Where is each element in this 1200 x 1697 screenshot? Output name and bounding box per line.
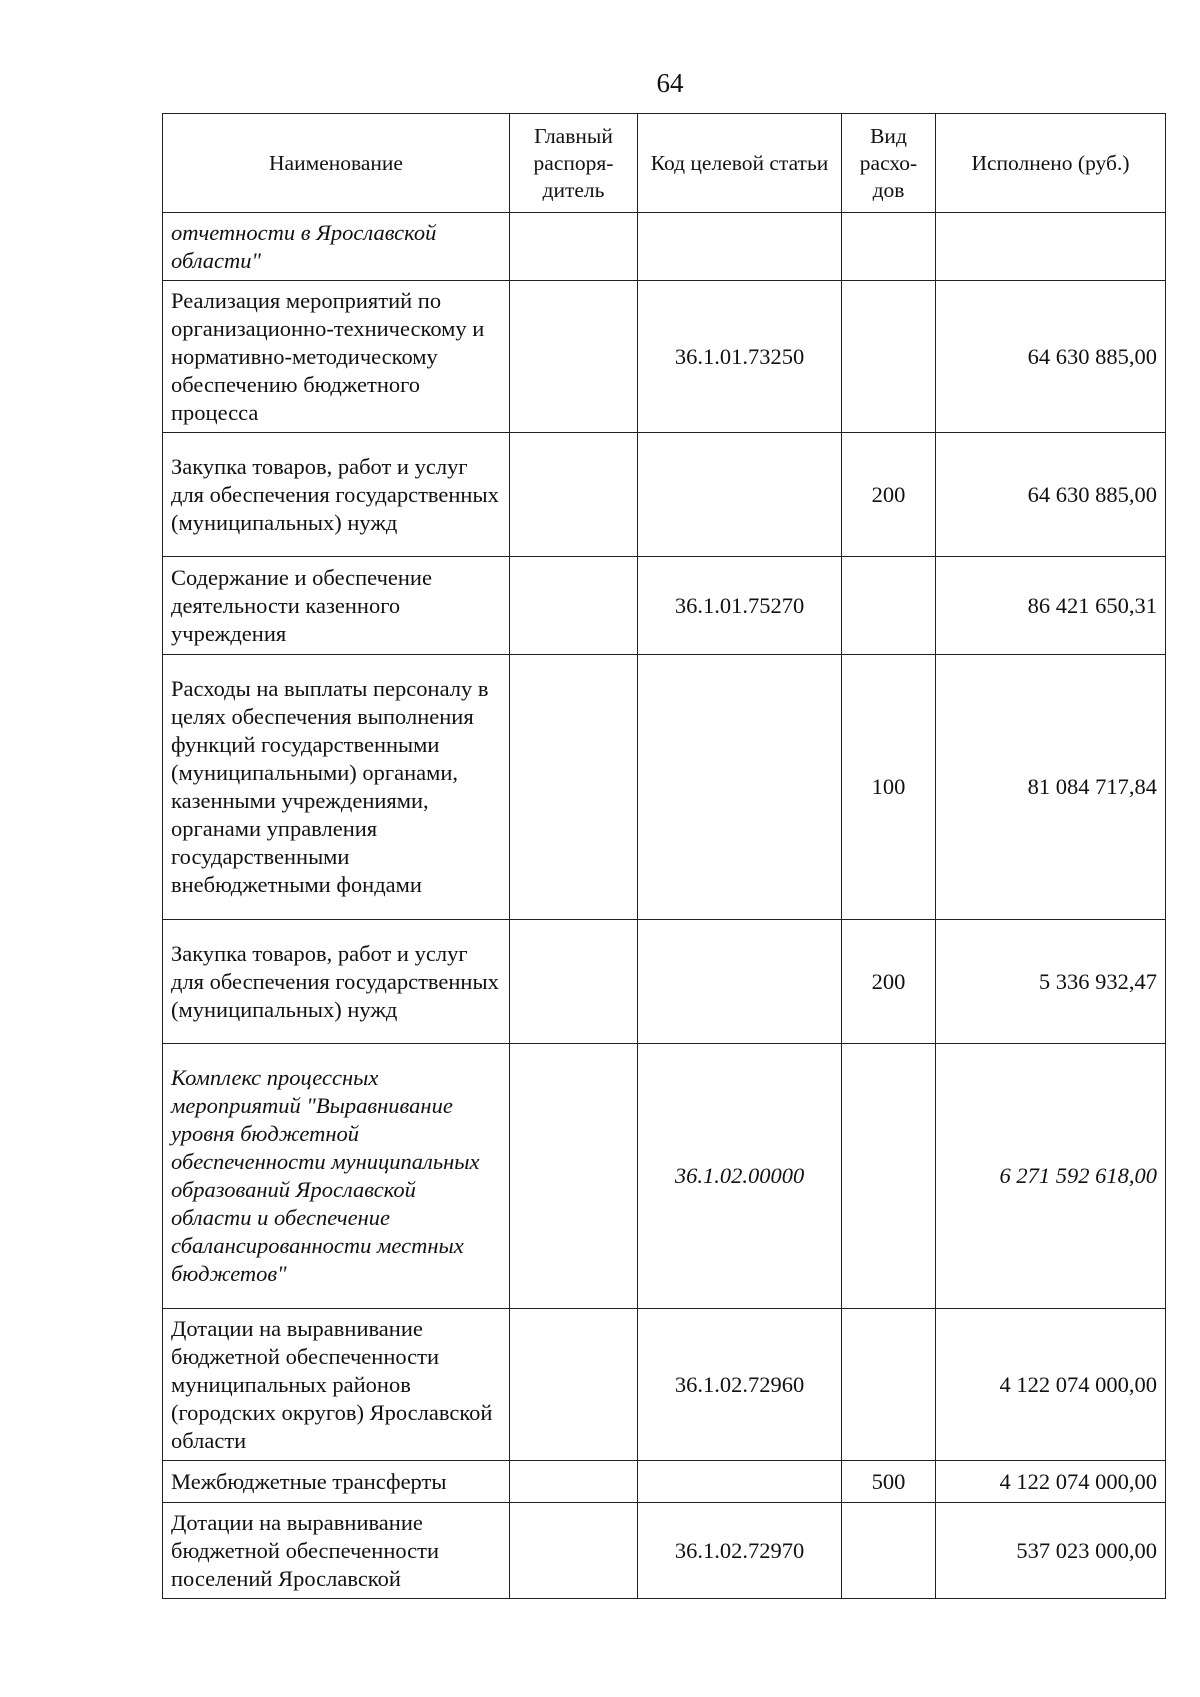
row-manager [510,433,638,557]
row-type [842,1503,936,1599]
row-name: отчетности в Ярославской области" [163,213,510,281]
row-code: 36.1.02.72960 [638,1309,842,1461]
row-amount: 537 023 000,00 [936,1503,1166,1599]
table-row [163,1503,1166,1599]
row-code [638,655,842,920]
header-name: Наименование [163,114,510,213]
table-header [163,114,1166,213]
table-row [163,1461,1166,1503]
row-amount: 64 630 885,00 [936,433,1166,557]
row-name: Комплекс процессных мероприятий "Выравнивание уровня бюджетной обеспеченности муниципальных образований Ярославской области и обеспечение сбалансированности местных бюджетов" [163,1044,510,1309]
row-code [638,213,842,281]
row-manager [510,213,638,281]
row-name: Реализация мероприятий по организационно-техническому и нормативно-методическому обеспечению бюджетного процесса [163,281,510,433]
header-executed: Исполнено (руб.) [936,114,1166,213]
row-manager [510,1309,638,1461]
table-row [163,655,1166,920]
table-row [163,433,1166,557]
row-name: Расходы на выплаты персоналу в целях обеспечения выполнения функций государственными (муниципальными) органами, казенными учреждениями, органами управления государственными внебюджетными фондами [163,655,510,920]
row-name: Дотации на выравнивание бюджетной обеспеченности поселений Ярославской [163,1503,510,1599]
row-manager [510,920,638,1044]
row-name: Дотации на выравнивание бюджетной обеспеченности муниципальных районов (городских округов) Ярославской области [163,1309,510,1461]
row-amount: 4 122 074 000,00 [936,1309,1166,1461]
row-manager [510,1461,638,1503]
row-manager [510,1044,638,1309]
row-code [638,920,842,1044]
row-code: 36.1.02.72970 [638,1503,842,1599]
table-row [163,213,1166,281]
row-amount: 4 122 074 000,00 [936,1461,1166,1503]
row-code [638,1461,842,1503]
row-amount: 86 421 650,31 [936,557,1166,655]
row-type: 200 [842,433,936,557]
header-main-manager: Главный распоря-дитель [510,114,638,213]
row-name: Межбюджетные трансферты [163,1461,510,1503]
row-name: Закупка товаров, работ и услуг для обеспечения государственных (муниципальных) нужд [163,433,510,557]
row-code: 36.1.01.75270 [638,557,842,655]
row-code: 36.1.02.00000 [638,1044,842,1309]
row-type [842,557,936,655]
row-name: Содержание и обеспечение деятельности казенного учреждения [163,557,510,655]
row-type: 500 [842,1461,936,1503]
budget-table [162,113,1166,1599]
row-manager [510,557,638,655]
header-target-code: Код целевой статьи [638,114,842,213]
row-type [842,1044,936,1309]
row-amount: 64 630 885,00 [936,281,1166,433]
row-manager [510,281,638,433]
table-row [163,1309,1166,1461]
row-code [638,433,842,557]
row-amount: 6 271 592 618,00 [936,1044,1166,1309]
row-manager [510,1503,638,1599]
row-name: Закупка товаров, работ и услуг для обеспечения государственных (муниципальных) нужд [163,920,510,1044]
row-type [842,213,936,281]
header-expense-type: Вид расхо-дов [842,114,936,213]
row-manager [510,655,638,920]
row-code: 36.1.01.73250 [638,281,842,433]
row-type [842,1309,936,1461]
row-type: 100 [842,655,936,920]
table-row [163,1044,1166,1309]
table-row [163,281,1166,433]
row-type [842,281,936,433]
table-row [163,557,1166,655]
row-amount: 5 336 932,47 [936,920,1166,1044]
table-row [163,920,1166,1044]
row-type: 200 [842,920,936,1044]
row-amount [936,213,1166,281]
page-number: 64 [656,68,684,98]
row-amount: 81 084 717,84 [936,655,1166,920]
